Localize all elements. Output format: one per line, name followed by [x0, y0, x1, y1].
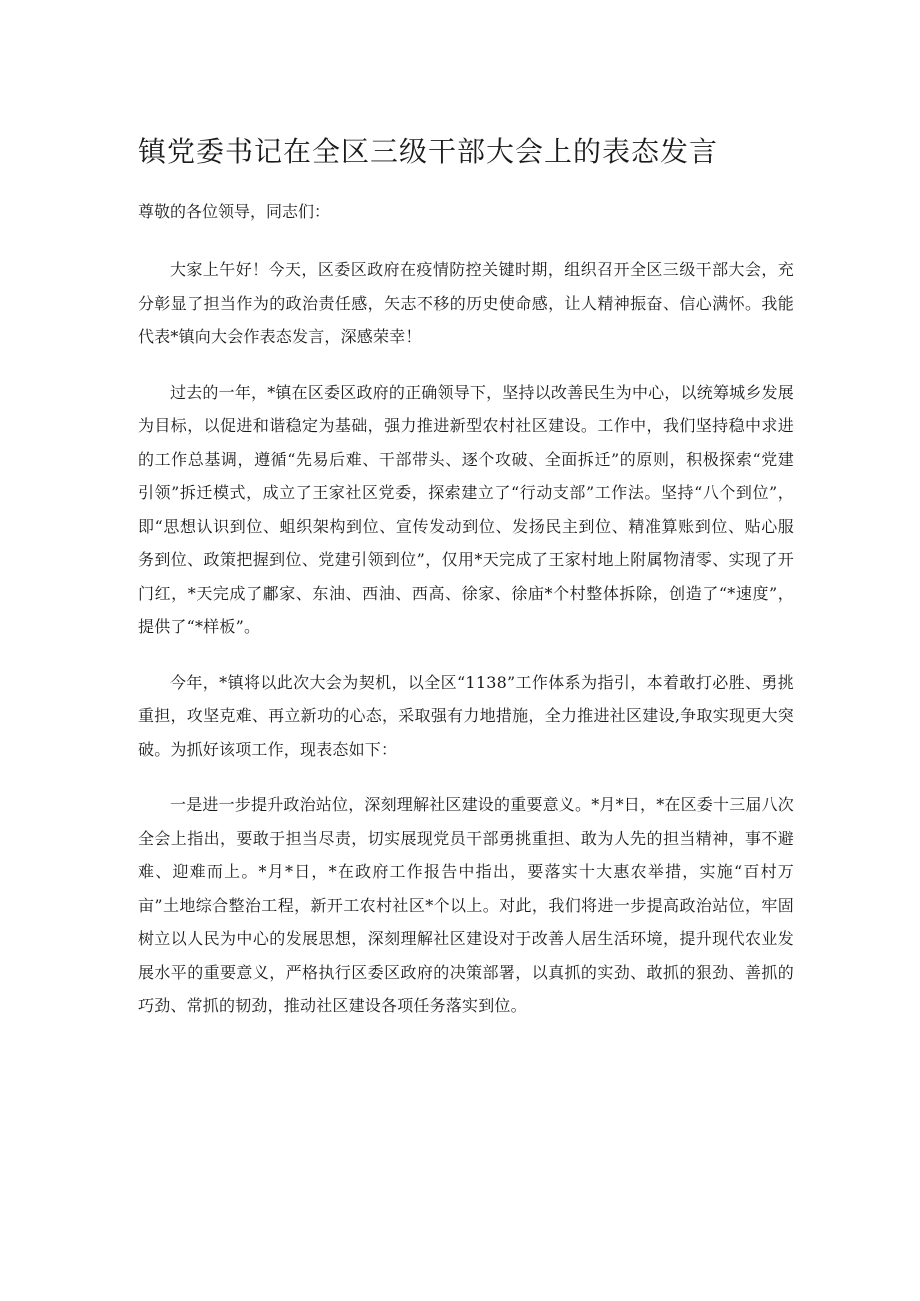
paragraph-this-year: 今年，*镇将以此次大会为契机，以全区“1138”工作体系为指引，本着敢打必胜、勇挑重担，攻坚克难、再立新功的心态，采取强有力地措施，全力推进社区建设,争取实现更大突破。为抓好该项工作，现表态如下：	[138, 672, 794, 759]
paragraph-greeting: 大家上午好！今天，区委区政府在疫情防控关键时期，组织召开全区三级干部大会，充分彰显了担当作为的政治责任感，矢志不移的历史使命感，让人精神振奋、信心满怀。我能代表*镇向大会作表态发言，深感荣幸！	[138, 260, 794, 346]
paragraph-past-year: 过去的一年，*镇在区委区政府的正确领导下，坚持以改善民生为中心，以统筹城乡发展为目标，以促进和谐稳定为基础，强力推进新型农村社区建设。工作中，我们坚持稳中求进的工作总基调，遵循“先易后难、干部带头、逐个攻破、全面拆迁”的原则，积极探索“党建引领”拆迁模式，成立了王家社区党委，探索建立了“行动支部”工作法。坚持“八个到位”，即“思想认识到位、蛆织架构到位、宣传发动到位、发扬民主到位、精准算账到位、贴心服务到位、政策把握到位、党建引领到位”，仅用*天完成了王家村地上附属物清零、实现了开门红，*天完成了鄘家、东油、西油、西高、徐家、徐庙*个村整体拆除，创造了“*速度”，提供了“*样板”。	[138, 382, 794, 636]
document-title: 镇党委书记在全区三级干部大会上的表态发言	[138, 135, 719, 168]
document-body	[138, 253, 794, 1045]
paragraph-point-one: 一是进一步提升政治站位，深刻理解社区建设的重要意义。*月*日，*在区委十三届八次全会上指出，要敢于担当尽责，切实展现党员干部勇挑重担、敢为人先的担当精神，事不避难、迎难而上。*月*日，*在政府工作报告中指出，要落实十大惠农举措，实施“百村万亩”土地综合整治工程，新开工农村社区*个以上。对此，我们将进一步提高政治站位，牢固树立以人民为中心的发展思想，深刻理解社区建设对于改善人居生活环境，提升现代农业发展水平的重要意义，严格执行区委区政府的决策部署，以真抓的实劲、敢抓的狠劲、善抓的巧劲、常抓的韧劲，推动社区建设各项任务落实到位。	[138, 795, 795, 1015]
salutation: 尊敬的各位领导，同志们：	[138, 202, 331, 221]
